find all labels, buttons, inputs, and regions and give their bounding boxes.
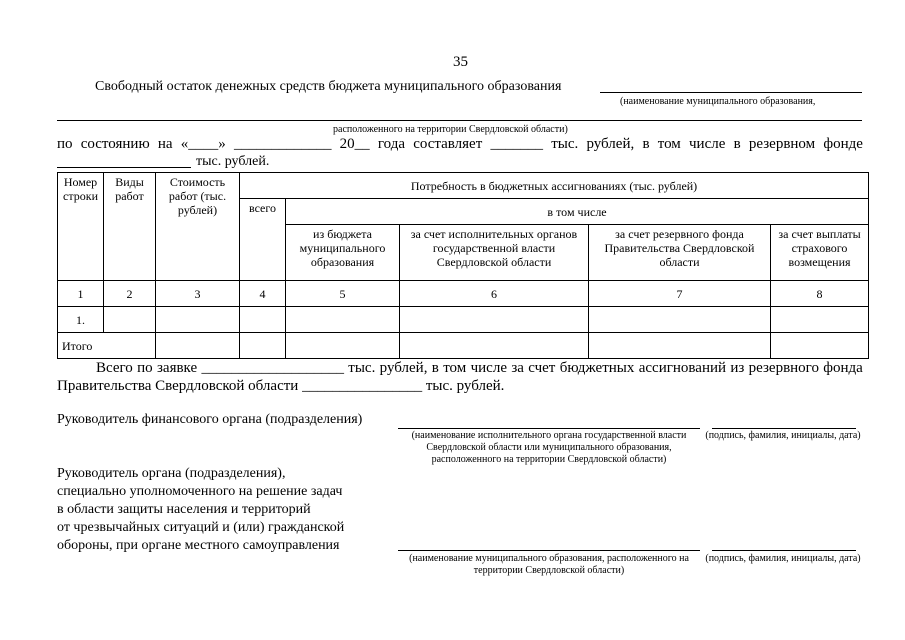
word: за: [511, 360, 524, 376]
emergency-head-line: в области защиты населения и территорий: [57, 502, 311, 517]
table-cell: [240, 307, 286, 333]
finance-head-title: Руководитель финансового органа (подразделения): [57, 412, 363, 427]
column-number: 6: [400, 281, 589, 307]
table-cell: [104, 307, 156, 333]
table-cell: [400, 333, 589, 359]
word: счет: [528, 360, 556, 376]
word: заявке: [156, 360, 198, 376]
emergency-head-line: обороны, при органе местного самоуправления: [57, 538, 340, 553]
word: из: [730, 360, 745, 376]
word: том: [657, 136, 681, 152]
reserve-fund-unit: тыс. рублей.: [196, 154, 270, 169]
word: «____»: [180, 136, 226, 152]
municipality-name-line-2: [57, 120, 862, 121]
word: ___________________: [201, 360, 344, 376]
word: ассигнований: [638, 360, 727, 376]
municipality-location-caption: расположенного на территории Свердловской области): [333, 124, 568, 135]
emergency-head-title: [57, 465, 344, 555]
word: 20__: [339, 136, 370, 152]
word: тыс.: [551, 136, 579, 152]
word: составляет: [413, 136, 483, 152]
table-cell: [156, 333, 240, 359]
row-label: 1.: [58, 307, 104, 333]
table-cell: [156, 307, 240, 333]
emergency-org-line: [398, 550, 700, 551]
word: состоянию: [80, 136, 150, 152]
word: по: [57, 136, 73, 152]
word: рублей,: [586, 136, 635, 152]
column-number: 2: [104, 281, 156, 307]
header-work-cost: Стоимость работ (тыс. рублей): [156, 173, 240, 281]
header-work-types: Виды работ: [104, 173, 156, 281]
word: числе: [470, 360, 507, 376]
municipality-name-line: [600, 92, 862, 93]
column-number: 4: [240, 281, 286, 307]
word: по: [137, 360, 153, 376]
word: том: [443, 360, 467, 376]
finance-sign-caption: (подпись, фамилия, инициалы, дата): [705, 430, 861, 441]
header-municipal-budget: из бюджета муниципального образования: [286, 225, 400, 281]
header-insurance: за счет выплаты страхового возмещения: [771, 225, 869, 281]
word: Всего: [96, 360, 133, 376]
word: тыс.: [348, 360, 376, 376]
municipality-name-caption: (наименование муниципального образования,: [620, 96, 816, 107]
table-cell: [400, 307, 589, 333]
table-cell: [589, 307, 771, 333]
finance-sign-line: [712, 428, 856, 429]
word: в: [431, 360, 439, 376]
word: резервного: [748, 360, 819, 376]
column-number: 5: [286, 281, 400, 307]
total-request-line: [96, 360, 863, 377]
table-cell: [771, 307, 869, 333]
balance-state-line: [57, 136, 863, 153]
document-heading: Свободный остаток денежных средств бюджета муниципального образования: [95, 79, 562, 94]
reserve-fund-amount-line: [57, 167, 191, 168]
word: в: [642, 136, 650, 152]
word: рублей,: [379, 360, 428, 376]
row-label-total: Итого: [58, 333, 156, 359]
emergency-sign-caption: (подпись, фамилия, инициалы, дата): [705, 553, 861, 564]
word: в: [733, 136, 741, 152]
word: фонде: [823, 136, 863, 152]
header-total: всего: [240, 199, 286, 281]
word: на: [157, 136, 173, 152]
page-number: 35: [453, 54, 468, 70]
column-number: 8: [771, 281, 869, 307]
header-row-number: Номер строки: [58, 173, 104, 281]
word: _____________: [233, 136, 332, 152]
emergency-head-line: специально уполномоченного на решение задач: [57, 484, 343, 499]
header-reserve-fund: за счет резервного фонда Правительства Свердловской области: [589, 225, 771, 281]
word: года: [377, 136, 405, 152]
word: резервном: [748, 136, 816, 152]
table-cell: [286, 333, 400, 359]
total-request-reserve-line: Правительства Свердловской области ________________ тыс. рублей.: [57, 378, 505, 394]
emergency-head-line: от чрезвычайных ситуаций и (или) гражданской: [57, 520, 345, 535]
table-row: [58, 307, 869, 333]
header-including: в том числе: [286, 199, 869, 225]
budget-needs-table: [57, 172, 869, 359]
emergency-sign-line: [712, 550, 856, 551]
table-cell: [771, 333, 869, 359]
header-need: Потребность в бюджетных ассигнованиях (тыс. рублей): [240, 173, 869, 199]
finance-org-line: [398, 428, 700, 429]
column-number: 3: [156, 281, 240, 307]
word: фонда: [823, 360, 863, 376]
word: числе: [689, 136, 726, 152]
word: бюджетных: [559, 360, 635, 376]
header-executive-bodies: за счет исполнительных органов государственной власти Свердловской области: [400, 225, 589, 281]
emergency-head-line: Руководитель органа (подразделения),: [57, 466, 286, 481]
finance-org-caption: (наименование исполнительного органа государственной власти Свердловской области или муниципального образования, расположенного на территории Свердловской области): [411, 430, 687, 465]
table-cell: [240, 333, 286, 359]
table-row-total: [58, 333, 869, 359]
table-cell: [286, 307, 400, 333]
emergency-org-caption: (наименование муниципального образования, расположенного на территории Свердловской области): [409, 553, 689, 576]
table-cell: [589, 333, 771, 359]
word: _______: [490, 136, 543, 152]
column-number: 1: [58, 281, 104, 307]
column-number: 7: [589, 281, 771, 307]
